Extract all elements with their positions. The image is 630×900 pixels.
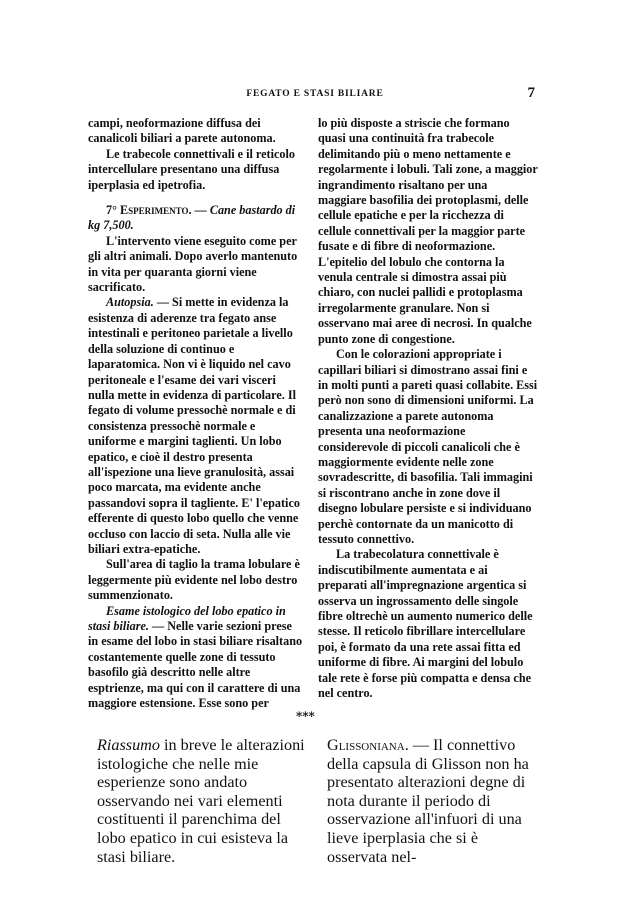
left-paragraph-1: campi, neoformazione diffusa dei canalicoli biliari a parete autonoma. [88, 116, 276, 146]
summary-lead: Riassumo [97, 736, 160, 754]
summary-paragraph [97, 736, 305, 866]
experiment-label: 7° Esperimento. [106, 203, 192, 218]
glissoniana-text: — Il connettivo della capsula di Glisson non ha presentato alterazioni degne di nota durante il periodo di osservazione all'infuori di una lieve iperplasia che si è osservata nel- [327, 736, 529, 866]
glissoniana-paragraph [327, 736, 539, 866]
histology-paragraph [88, 604, 303, 712]
left-paragraph-2: Le trabecole connettivali e il reticolo intercellulare presentano una diffusa iperplasia ed ipetrofia. [88, 146, 295, 192]
histology-text: — Nelle varie sezioni prese in esame del lobo in stasi biliare risaltano costantemente quelle zone di tessuto basofilo già descritto nelle altre esptrienze, ma qui con il carattere di una maggiore estensione. Esse sono per [88, 619, 303, 711]
right-paragraph-1: lo più disposte a striscie che formano quasi una continuità fra trabecole delimitando più o meno nettamente e regolarmente i lobuli. Tali zone, a maggior ingrandimento risaltano per una maggiare basofilia dei protoplasmi, delle cellule epatiche e per la ricchezza di cellule connettivali per la maggior parte fusate e di fibre di neoformazione. L'epitelio del lobulo che contorna la venula centrale si dimostra assai più chiaro, con nuclei pallidi e protoplasma irregolarmente granulare. Non si osservano mai aree di necrosi. In qualche punto zone di congestione. [318, 116, 538, 346]
summary-left [97, 736, 305, 866]
running-header [95, 85, 535, 107]
section-separator: ⁎⁎⁎ [296, 706, 315, 720]
left-column [88, 116, 303, 711]
running-title: FEGATO E STASI BILIARE [246, 89, 384, 99]
experiment-heading [88, 203, 303, 234]
right-paragraph-2: Con le colorazioni appropriate i capillari biliari si dimostrano assai fini e in molti punti a pareti quasi collabite. Essi però non sono di dimensioni uniformi. La canalizzazione a parete autonoma presenta una neoformazione considerevole di piccoli canalicoli che è maggiormente evidente nelle zone sovradescritte, di basofilia. Tali immagini si riscontrano anche in zone dove il disegno lobulare persiste e si individuano perchè contornate da un manicotto di tessuto connettivo. [318, 347, 538, 546]
page-number: 7 [527, 85, 535, 101]
left-paragraph-3: L'intervento viene eseguito come per gli altri animali. Dopo averlo mantenuto in vita per quaranta giorni viene sacrificato. [88, 233, 298, 295]
autopsy-paragraph [88, 295, 303, 557]
glissoniana-lead: Glissoniana. [327, 736, 409, 754]
histology-label: Esame istologico del lobo epatico in stasi biliare. [88, 603, 286, 633]
left-paragraph-4: Sull'area di taglio la trama lobulare è leggermente più evidente nel lobo destro summenzionato. [88, 557, 300, 603]
experiment-subject: — Cane bastardo di kg 7,500. [88, 203, 296, 233]
autopsy-label: Autopsia. [106, 295, 154, 310]
right-paragraph-3: La trabecolatura connettivale è indiscutibilmente aumentata e ai preparati all'impregnazione argentica si osserva un ingrossamento delle singole fibre oltrechè un aumento numerico delle stesse. Il reticolo fibrillare intercellulare poi, è formato da una rete assai fitta ed uniforme di fibre. Ai margini del lobulo tale rete è forse più compatta e densa che nel centro. [318, 547, 533, 701]
summary-right [327, 736, 539, 866]
right-column [318, 116, 538, 701]
autopsy-text: — Si mette in evidenza la esistenza di aderenze tra fegato anse intestinali e peritoneo parietale a livello della soluzione di continuo e laparatomica. Non vi è liquido nel cavo peritoneale e l'esame dei vari visceri nulla mette in evidenza di particolare. Il fegato di volume pressochè normale e di consistenza pressochè normale e uniforme e margini taglienti. Un lobo epatico, e cioè il destro presenta all'ispezione una lieve granulosità, assai poco marcata, ma evidente anche passandovi sopra il tagliente. E' l'epatico efferente di questo lobo quello che venne occluso con laccio di seta. Nulla alle vie biliari extra-epatiche. [88, 295, 300, 556]
summary-text: in breve le alterazioni istologiche che nelle mie esperienze sono andato osservando nei vari elementi costituenti il parenchima del lobo epatico in cui esisteva la stasi biliare. [97, 736, 305, 866]
